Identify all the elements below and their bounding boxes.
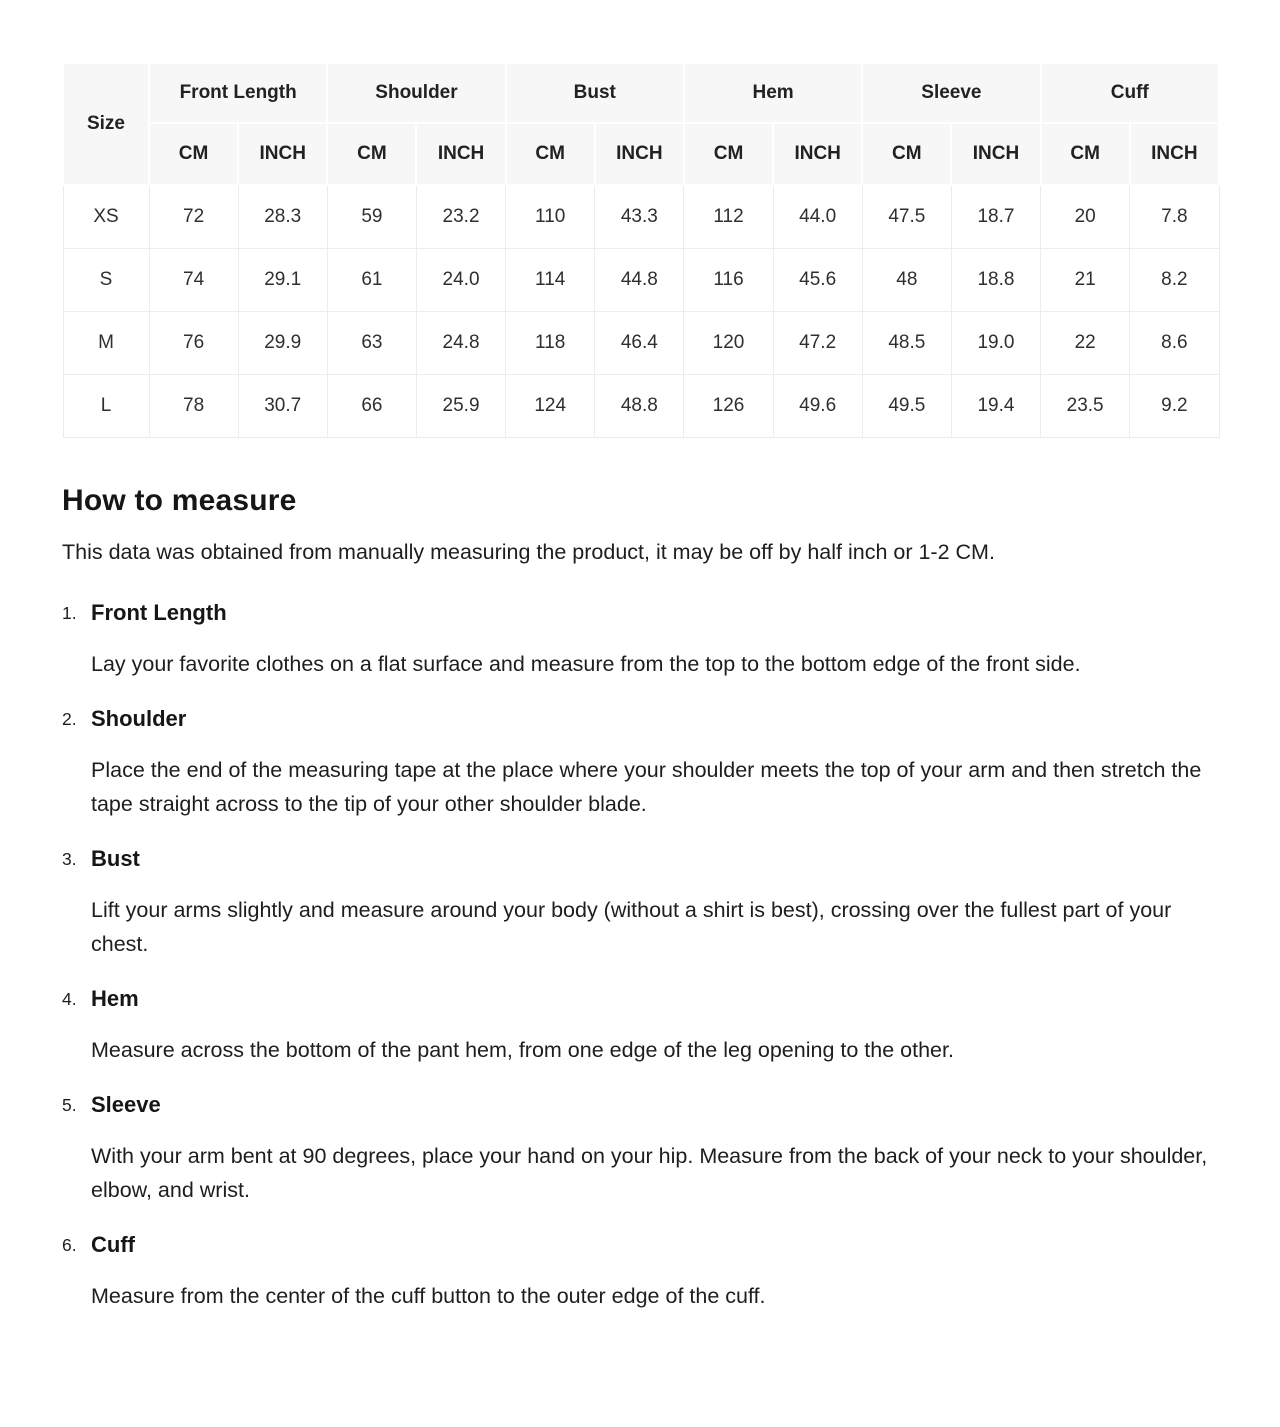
measurement-cell: 61 — [327, 248, 416, 311]
measurement-cell: 7.8 — [1130, 185, 1219, 248]
size-cell: S — [63, 248, 149, 311]
measurement-cell: 43.3 — [595, 185, 684, 248]
measurement-group-header: Front Length — [149, 63, 327, 123]
measurement-cell: 47.2 — [773, 311, 862, 374]
step-title: Front Length — [91, 599, 227, 625]
cm-unit-header: CM — [684, 123, 773, 185]
measurement-cell: 66 — [327, 374, 416, 437]
measurement-cell: 116 — [684, 248, 773, 311]
inch-unit-header: INCH — [238, 123, 327, 185]
measurement-cell: 124 — [506, 374, 595, 437]
measurement-group-header: Cuff — [1041, 63, 1219, 123]
step-title: Sleeve — [91, 1091, 161, 1117]
cm-unit-header: CM — [506, 123, 595, 185]
step-description: With your arm bent at 90 degrees, place your hand on your hip. Measure from the back of your neck to your shoulder, elbow, and wrist. — [91, 1143, 1208, 1202]
measurement-cell: 8.2 — [1130, 248, 1219, 311]
step-description: Place the end of the measuring tape at the place where your shoulder meets the top of your arm and then stretch the tape straight across to the tip of your other shoulder blade. — [91, 757, 1202, 816]
step-title: Bust — [91, 845, 140, 871]
measure-step — [62, 1092, 1220, 1207]
measurement-cell: 59 — [327, 185, 416, 248]
measure-intro-text: This data was obtained from manually measuring the product, it may be off by half inch or 1-2 CM. — [62, 539, 995, 564]
step-number: 5. — [62, 1094, 77, 1115]
size-chart-body — [63, 185, 1219, 437]
step-title: Shoulder — [91, 705, 187, 731]
size-cell: M — [63, 311, 149, 374]
size-cell: L — [63, 374, 149, 437]
measure-step — [62, 1232, 1220, 1313]
size-column-header: Size — [63, 63, 149, 185]
inch-unit-header: INCH — [595, 123, 684, 185]
cm-unit-header: CM — [149, 123, 238, 185]
measurement-cell: 23.2 — [416, 185, 505, 248]
size-chart-header — [63, 63, 1219, 185]
step-description: Lay your favorite clothes on a flat surface and measure from the top to the bottom edge of the front side. — [91, 651, 1081, 676]
measurement-cell: 44.8 — [595, 248, 684, 311]
step-description: Measure from the center of the cuff button to the outer edge of the cuff. — [91, 1283, 766, 1308]
measurement-group-header: Hem — [684, 63, 862, 123]
measure-step — [62, 986, 1220, 1067]
step-title: Cuff — [91, 1231, 135, 1257]
measurement-cell: 78 — [149, 374, 238, 437]
measurement-cell: 46.4 — [595, 311, 684, 374]
measurement-cell: 112 — [684, 185, 773, 248]
table-row — [63, 374, 1219, 437]
measurement-cell: 114 — [506, 248, 595, 311]
measurement-cell: 21 — [1041, 248, 1130, 311]
step-description: Lift your arms slightly and measure around your body (without a shirt is best), crossing over the fullest part of your chest. — [91, 897, 1172, 956]
measurement-cell: 110 — [506, 185, 595, 248]
step-title: Hem — [91, 985, 139, 1011]
measurement-cell: 126 — [684, 374, 773, 437]
measurement-group-header: Bust — [506, 63, 684, 123]
measurement-cell: 23.5 — [1041, 374, 1130, 437]
measure-step — [62, 706, 1220, 821]
measurement-cell: 18.7 — [951, 185, 1040, 248]
measurement-cell: 120 — [684, 311, 773, 374]
measurement-cell: 20 — [1041, 185, 1130, 248]
step-number: 2. — [62, 708, 77, 729]
measurement-cell: 28.3 — [238, 185, 327, 248]
cm-unit-header: CM — [327, 123, 416, 185]
measurement-cell: 19.4 — [951, 374, 1040, 437]
unit-row — [63, 123, 1219, 185]
inch-unit-header: INCH — [951, 123, 1040, 185]
table-row — [63, 248, 1219, 311]
inch-unit-header: INCH — [416, 123, 505, 185]
step-description: Measure across the bottom of the pant hem, from one edge of the leg opening to the other. — [91, 1037, 954, 1062]
measurement-cell: 118 — [506, 311, 595, 374]
measurement-cell: 63 — [327, 311, 416, 374]
measurement-cell: 76 — [149, 311, 238, 374]
measurement-cell: 24.0 — [416, 248, 505, 311]
measurement-cell: 47.5 — [862, 185, 951, 248]
measurement-cell: 48 — [862, 248, 951, 311]
measurement-cell: 49.5 — [862, 374, 951, 437]
step-number: 4. — [62, 988, 77, 1009]
size-chart-table — [62, 62, 1220, 438]
measure-step — [62, 600, 1220, 681]
measurement-cell: 30.7 — [238, 374, 327, 437]
size-cell: XS — [63, 185, 149, 248]
measurement-cell: 25.9 — [416, 374, 505, 437]
measurement-cell: 19.0 — [951, 311, 1040, 374]
measurement-cell: 44.0 — [773, 185, 862, 248]
step-number: 6. — [62, 1234, 77, 1255]
measurement-cell: 8.6 — [1130, 311, 1219, 374]
measurement-cell: 72 — [149, 185, 238, 248]
inch-unit-header: INCH — [1130, 123, 1219, 185]
measurement-cell: 48.8 — [595, 374, 684, 437]
measure-step — [62, 846, 1220, 961]
measurement-cell: 9.2 — [1130, 374, 1219, 437]
cm-unit-header: CM — [862, 123, 951, 185]
measurement-group-header: Sleeve — [862, 63, 1040, 123]
inch-unit-header: INCH — [773, 123, 862, 185]
measurement-cell: 74 — [149, 248, 238, 311]
measurement-cell: 29.9 — [238, 311, 327, 374]
step-number: 1. — [62, 602, 77, 623]
measurement-cell: 45.6 — [773, 248, 862, 311]
measurement-cell: 22 — [1041, 311, 1130, 374]
table-row — [63, 185, 1219, 248]
measurement-cell: 24.8 — [416, 311, 505, 374]
table-row — [63, 311, 1219, 374]
measurement-cell: 29.1 — [238, 248, 327, 311]
measurement-group-row — [63, 63, 1219, 123]
how-to-measure-heading: How to measure — [62, 483, 297, 517]
measure-steps-list — [62, 600, 1220, 1313]
measurement-cell: 49.6 — [773, 374, 862, 437]
step-number: 3. — [62, 848, 77, 869]
cm-unit-header: CM — [1041, 123, 1130, 185]
measurement-cell: 18.8 — [951, 248, 1040, 311]
measurement-group-header: Shoulder — [327, 63, 505, 123]
measurement-cell: 48.5 — [862, 311, 951, 374]
